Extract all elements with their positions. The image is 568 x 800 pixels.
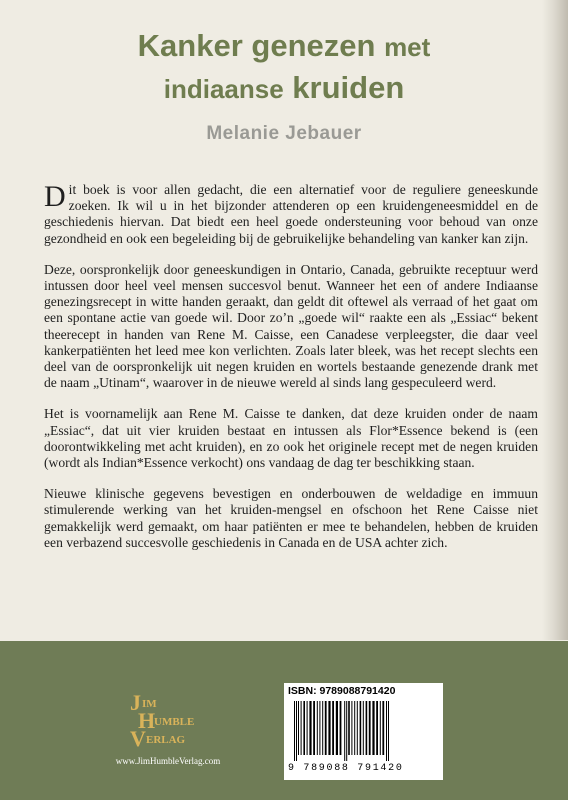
logo-letter-j: J — [130, 690, 141, 715]
title-part-indiaanse: indiaanse — [163, 74, 284, 104]
paragraph-2: Deze, oorspronkelijk door geneeskundigen in Ontario, Canada, gebruikte receptuur werd intussen door heel veel mensen succesvol benut. Wanneer het een of andere Indiaanse genezingsrecept in witte handen geraakt, dan geldt dit oftewel als verraad of het gaat om een spontane actie van goede wil. Door zo’n „goede wil“ raakte een als „Essiac“ bekent theerecept in handen van Rene M. Caisse, een Canadese verpleegster, die daar veel kankerpatiënten het leed mee kon verlichten. Zoals later bleek, was het recept slechts een deel van de oorspronkelijk uit negen kruiden en wortels bestaande genezende drank met de naam „Utinam“, waarover in de nieuwe wereld al sinds lang gespeculeerd werd. — [44, 261, 538, 391]
paragraph-1 — [44, 182, 538, 247]
title-part-met: met — [384, 32, 431, 62]
title-part-kanker-genezen: Kanker genezen — [137, 28, 376, 63]
logo-im: IM — [142, 698, 157, 710]
isbn-label: ISBN: 9789088791420 — [288, 685, 396, 697]
logo-umble: UMBLE — [154, 716, 195, 728]
publisher-website[interactable]: www.JimHumbleVerlag.com — [115, 756, 221, 766]
blurb-text — [44, 182, 538, 566]
paragraph-3: Het is voornamelijk aan Rene M. Caisse te danken, dat deze kruiden onder de naam „Essiac“, dat uit vier kruiden bestaat en intussen als Flor*Essence bekend is (een doorontwikkeling met acht kruiden), en zo ook het originele recept met de negen kruiden (wordt als Indian*Essence verkocht) ons vandaag de dag ter beschikking staan. — [44, 406, 538, 471]
title-part-kruiden: kruiden — [292, 70, 405, 105]
logo-letter-v: V — [130, 726, 146, 751]
logo-letter-h: H — [138, 708, 156, 733]
barcode-box — [284, 683, 443, 780]
publisher-logo — [100, 690, 220, 751]
barcode-digits: 9 789088 791420 — [288, 763, 404, 774]
title-line-1 — [0, 28, 568, 64]
drop-cap: D — [44, 180, 66, 213]
paragraph-1-text: it boek is voor allen gedacht, die een alternatief voor de reguliere geneeskunde zoeken. Ik wil u in het bijzonder attenderen op een kruidengeneesmiddel en de geschiedenis hiervan. Dat biedt een heel goede ondersteuning voor behoud van onze gezondheid en ook een begeleiding bij de gebruikelijke behandeling van kanker kan zijn. — [44, 182, 538, 246]
logo-erlag: ERLAG — [146, 734, 186, 746]
paragraph-4: Nieuwe klinische gegevens bevestigen en onderbouwen de weldadige en immuun stimulerende werking van het kruiden-mengsel en ofschoon het Rene Caisse niet gemakkelijk werd gemaakt, om haar patiënten er mee te behandelen, hebben de kruiden een verbazend succesvolle geschiedenis in Canada en de USA achter zich. — [44, 486, 538, 550]
author-name: Melanie Jebauer — [206, 123, 362, 144]
title-line-2 — [0, 70, 568, 106]
barcode-bars — [292, 701, 437, 761]
